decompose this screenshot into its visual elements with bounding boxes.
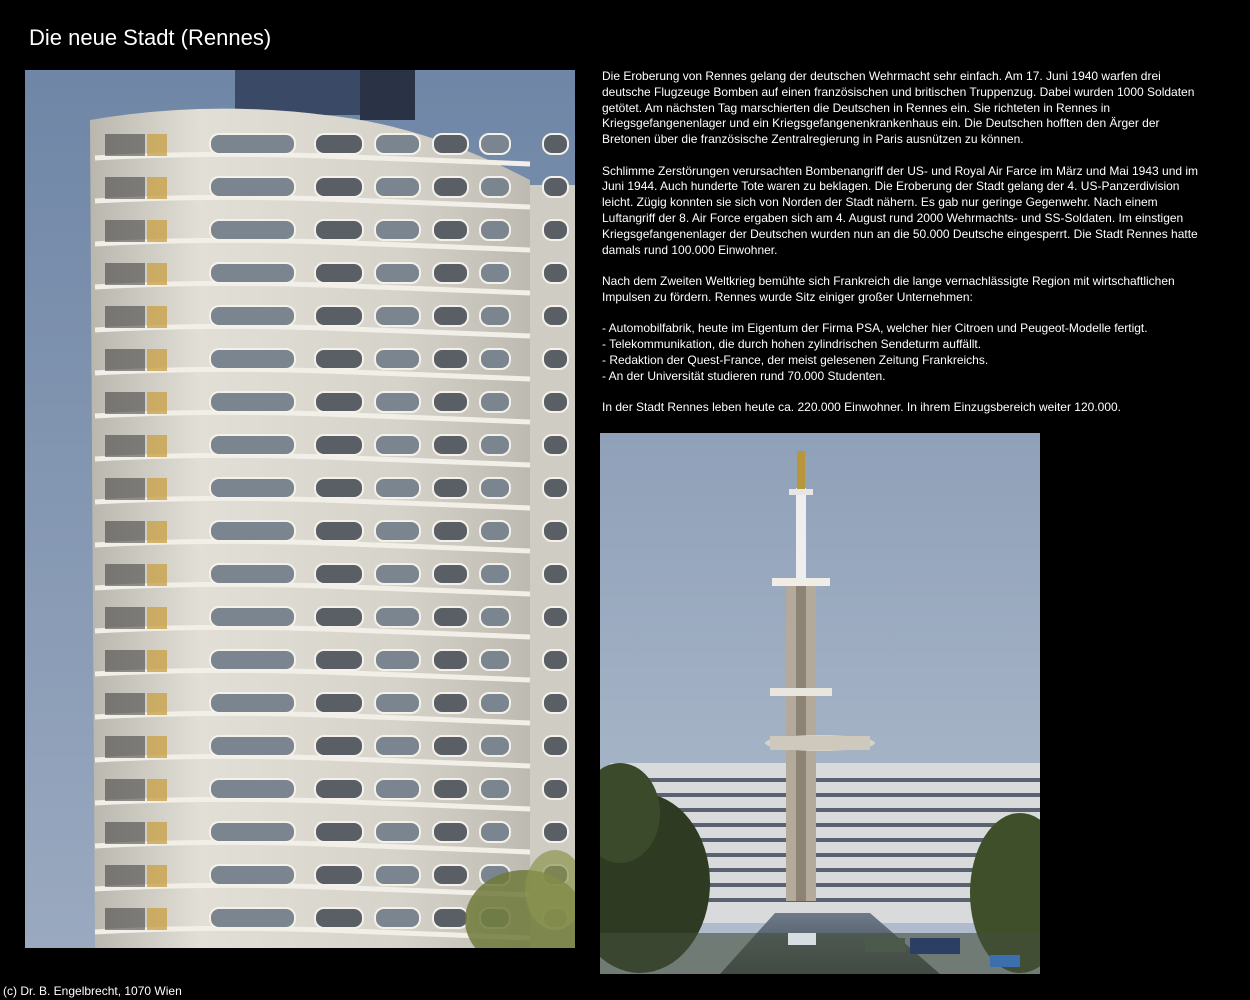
list-item: - An der Universität studieren rund 70.000 Studenten. xyxy=(602,368,886,383)
tv-tower-illustration xyxy=(600,433,1040,974)
page-title: Die neue Stadt (Rennes) xyxy=(29,25,272,50)
article-paragraph: Die Eroberung von Rennes gelang der deutschen Wehrmacht sehr einfach. Am 17. Juni 1940 warfen drei deutsche Flugzeuge Bomben auf einen französischen und britischen Truppenzug. Dabei wurden 1000 Soldaten getötet. Am nächsten Tag marschierten die Deutschen in Rennes ein. Sie richteten in Rennes in Kriegsgefangenenlager und ein Kriegsgefangenenkrankenhaus ein. Die Deutschen hofften den Ärger der Bretonen über die französische Zentralregierung in Paris ausnützen zu können. xyxy=(602,69,1195,147)
residential-tower-illustration xyxy=(25,70,575,948)
copyright-footer: (c) Dr. B. Engelbrecht, 1070 Wien xyxy=(3,984,182,998)
photo-tv-tower xyxy=(600,433,1040,974)
article-text xyxy=(602,69,1208,431)
article-paragraph: Schlimme Zerstörungen verursachten Bombenangriff der US- und Royal Air Farce im März und Mai 1943 und im Juni 1944. Auch hunderte Tote waren zu beklagen. Die Eroberung der Stadt gelang der 4. US-Panzerdivision leicht. Zügig konnten sie sich von Norden der Stadt nähern. Es gab nur geringe Gegenwehr. Nach einem Luftangriff der 8. Air Force ergaben sich am 4. August rund 2000 Wehrmachts- und SS-Soldaten. Im einstigen Kriegsgefangenenlager der Deutschen wurden nun an die 50.000 Deutsche eingesperrt. Die Stadt Rennes hatte damals rund 100.000 Einwohner. xyxy=(602,163,1199,257)
article-closing: In der Stadt Rennes leben heute ca. 220.000 Einwohner. In ihrem Einzugsbereich weiter 120.000. xyxy=(602,399,1122,414)
company-list xyxy=(602,321,1208,384)
list-item: - Redaktion der Quest-France, der meist gelesenen Zeitung Frankreichs. xyxy=(602,352,989,367)
list-item: - Automobilfabrik, heute im Eigentum der Firma PSA, welcher hier Citroen und Peugeot-Modelle fertigt. xyxy=(602,321,1148,336)
list-item: - Telekommunikation, die durch hohen zylindrischen Sendeturm auffällt. xyxy=(602,336,982,351)
article-paragraph: Nach dem Zweiten Weltkrieg bemühte sich Frankreich die lange vernachlässigte Region mit wirtschaftlichen Impulsen zu fördern. Rennes wurde Sitz einiger großer Unternehmen: xyxy=(602,273,1175,304)
photo-residential-tower xyxy=(25,70,575,948)
